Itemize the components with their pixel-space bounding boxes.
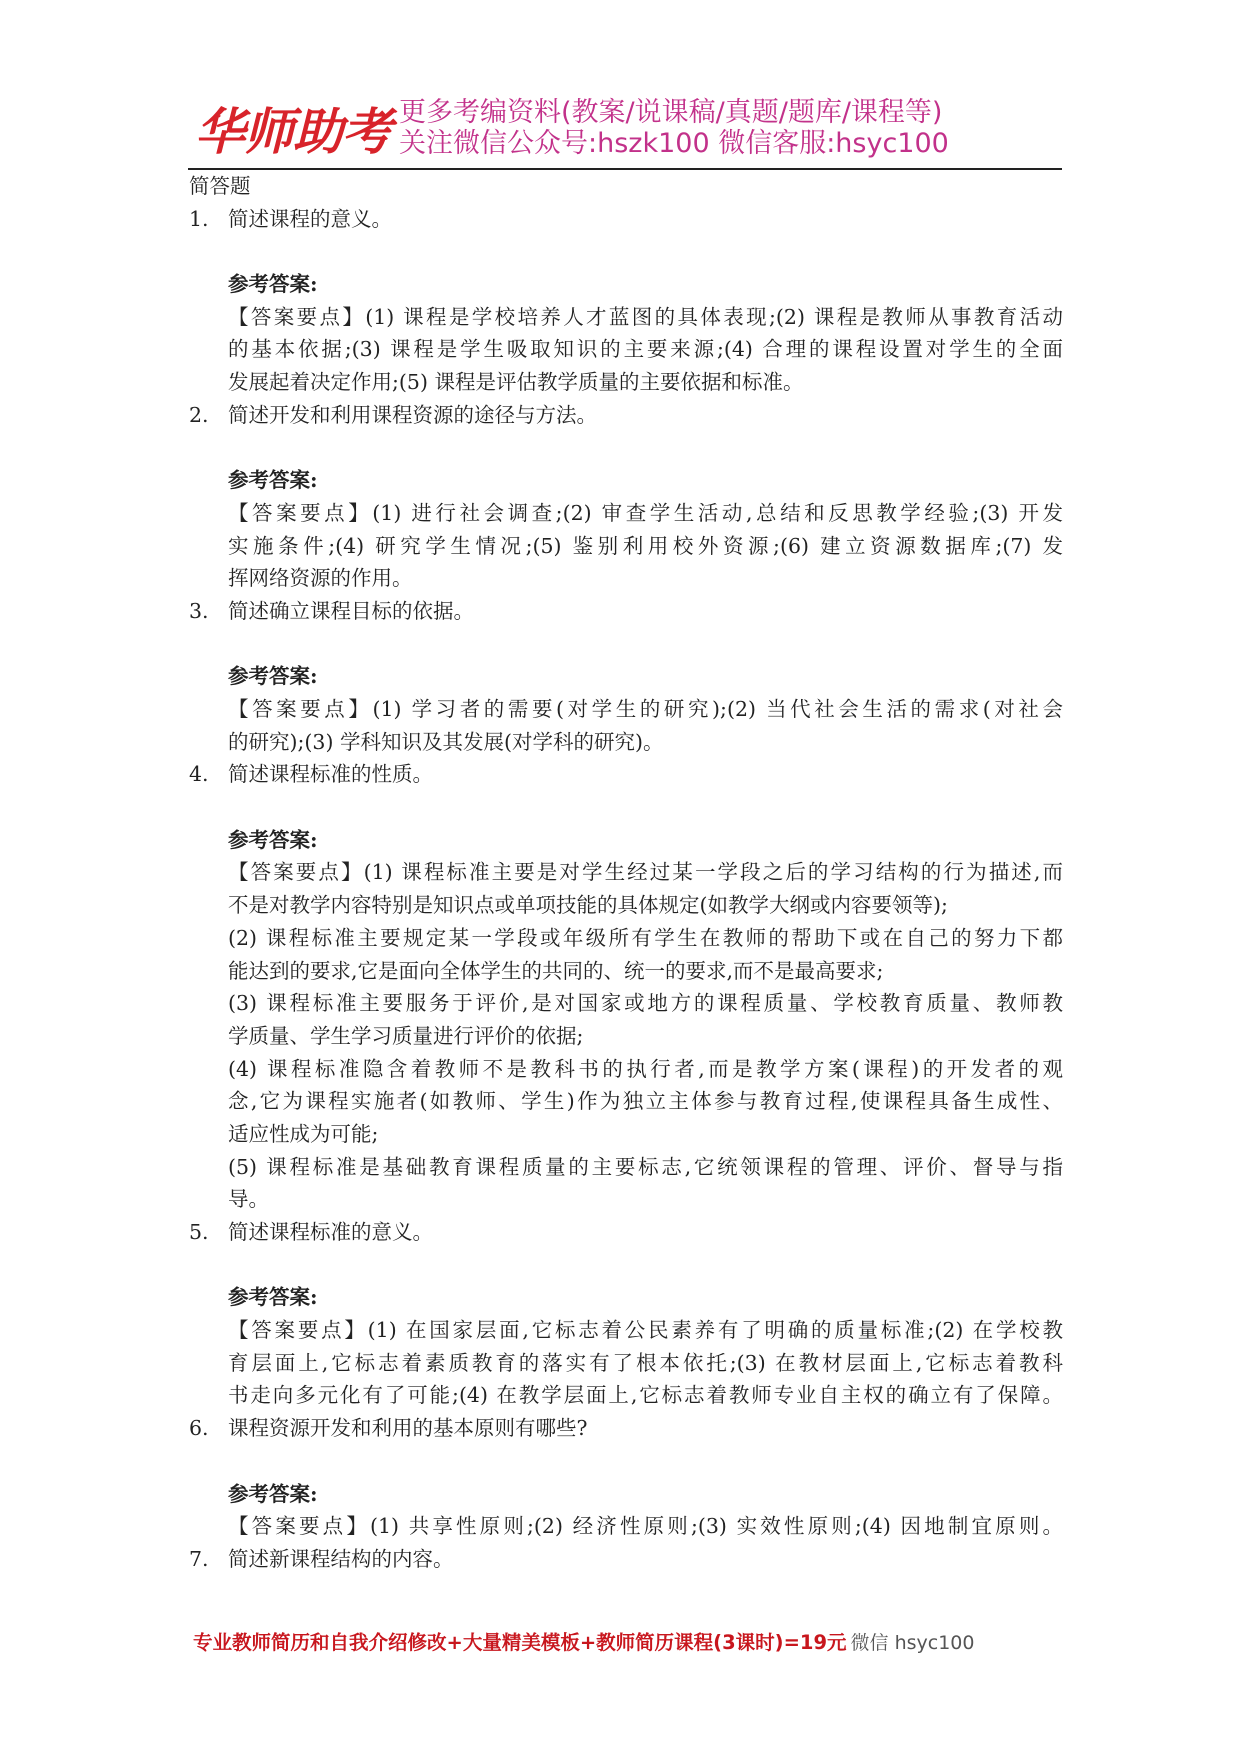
question-text: 简述课程标准的意义。 xyxy=(228,1220,433,1244)
question-number: 7. xyxy=(189,1546,209,1571)
answer-line: 书走向多元化有了可能;(4) 在教学层面上,它标志着教师专业自主权的确立有了保障。 xyxy=(228,1383,1063,1408)
reference-answer-label: 参考答案: xyxy=(228,468,318,493)
slogan-line-2: 关注微信公众号:hszk100 微信客服:hsyc100 xyxy=(399,128,949,159)
question-number: 1. xyxy=(189,206,209,231)
answer-line: 【答案要点】(1) 共享性原则;(2) 经济性原则;(3) 实效性原则;(4) 因地制宜原则。 xyxy=(228,1514,1063,1539)
question-item xyxy=(189,595,1063,628)
brand-logo: 华师助考 xyxy=(195,103,391,161)
footer-contact: 微信 hsyc100 xyxy=(850,1632,975,1654)
question-text: 课程资源开发和利用的基本原则有哪些? xyxy=(228,1416,588,1441)
answer-line: 的基本依据;(3) 课程是学生吸取知识的主要来源;(4) 合理的课程设置对学生的全面 xyxy=(228,337,1063,362)
answer-line: 【答案要点】(1) 课程是学校培养人才蓝图的具体表现;(2) 课程是教师从事教育活动 xyxy=(228,304,1063,329)
blank-line xyxy=(189,235,1063,268)
blank-line xyxy=(189,628,1063,661)
answer-line: 【答案要点】(1) 课程标准主要是对学生经过某一学段之后的学习结构的行为描述,而 xyxy=(228,860,1063,885)
question-text: 简述新课程结构的内容。 xyxy=(228,1546,454,1571)
blank-line xyxy=(189,791,1063,824)
question-item xyxy=(189,1543,1063,1576)
question-number: 2. xyxy=(189,402,209,427)
question-number: 4. xyxy=(189,762,209,787)
question-item xyxy=(189,203,1063,236)
header-banner xyxy=(195,94,1050,162)
section-title: 简答题 xyxy=(189,174,251,198)
answer-line: 挥网络资源的作用。 xyxy=(228,566,413,591)
answer-line: 【答案要点】(1) 在国家层面,它标志着公民素养有了明确的质量标准;(2) 在学校教 xyxy=(228,1318,1063,1343)
answer-line: 的研究);(3) 学科知识及其发展(对学科的研究)。 xyxy=(228,729,664,754)
slogan-line-1: 更多考编资料(教案/说课稿/真题/题库/课程等) xyxy=(399,97,943,128)
answer-line: 发展起着决定作用;(5) 课程是评估教学质量的主要依据和标准。 xyxy=(228,370,804,395)
question-item xyxy=(189,399,1063,432)
answer-line: (4) 课程标准隐含着教师不是教科书的执行者,而是教学方案(课程)的开发者的观 xyxy=(228,1056,1063,1081)
answer-line: 【答案要点】(1) 进行社会调查;(2) 审查学生活动,总结和反思教学经验;(3) 开发 xyxy=(228,500,1063,525)
blank-line xyxy=(189,432,1063,465)
document-body xyxy=(189,170,1063,1576)
reference-answer-label: 参考答案: xyxy=(228,664,318,689)
reference-answer-label: 参考答案: xyxy=(228,272,318,297)
question-item xyxy=(189,758,1063,791)
answer-line: 能达到的要求,它是面向全体学生的共同的、统一的要求,而不是最高要求; xyxy=(228,958,884,983)
answer-line: 育层面上,它标志着素质教育的落实有了根本依托;(3) 在教材层面上,它标志着教科 xyxy=(228,1350,1063,1375)
question-text: 简述确立课程目标的依据。 xyxy=(228,598,474,623)
header-slogan xyxy=(399,97,949,159)
footer-ad xyxy=(193,1627,974,1655)
answer-line: 实施条件;(4) 研究学生情况;(5) 鉴别利用校外资源;(6) 建立资源数据库;(7) 发 xyxy=(228,533,1063,558)
answer-line: 学质量、学生学习质量进行评价的依据; xyxy=(228,1023,584,1048)
answer-line: (5) 课程标准是基础教育课程质量的主要标志,它统领课程的管理、评价、督导与指 xyxy=(228,1154,1063,1179)
answer-line: 适应性成为可能; xyxy=(228,1121,379,1146)
question-text: 简述课程标准的性质。 xyxy=(228,762,433,787)
question-text: 简述课程的意义。 xyxy=(228,206,392,231)
answer-line: 不是对教学内容特别是知识点或单项技能的具体规定(如教学大纲或内容要领等); xyxy=(228,893,948,918)
answer-line: (3) 课程标准主要服务于评价,是对国家或地方的课程质量、学校教育质量、教师教 xyxy=(228,991,1063,1016)
reference-answer-label: 参考答案: xyxy=(228,1285,318,1310)
question-number: 5. xyxy=(189,1220,209,1244)
reference-answer-label: 参考答案: xyxy=(228,827,318,852)
question-item xyxy=(189,1412,1063,1445)
question-item xyxy=(189,1216,1063,1249)
answer-line: 念,它为课程实施者(如教师、学生)作为独立主体参与教育过程,使课程具备生成性、 xyxy=(228,1089,1063,1114)
question-number: 3. xyxy=(189,598,209,623)
reference-answer-label: 参考答案: xyxy=(228,1481,318,1506)
question-number: 6. xyxy=(189,1416,209,1441)
answer-line: (2) 课程标准主要规定某一学段或年级所有学生在教师的帮助下或在自己的努力下都 xyxy=(228,925,1063,950)
footer-promo: 专业教师简历和自我介绍修改+大量精美模板+教师简历课程(3课时)=19元 xyxy=(193,1631,847,1654)
answer-line: 导。 xyxy=(228,1187,269,1212)
question-text: 简述开发和利用课程资源的途径与方法。 xyxy=(228,402,597,427)
blank-line xyxy=(189,1249,1063,1282)
answer-line: 【答案要点】(1) 学习者的需要(对学生的研究);(2) 当代社会生活的需求(对社会 xyxy=(228,697,1063,721)
blank-line xyxy=(189,1445,1063,1478)
